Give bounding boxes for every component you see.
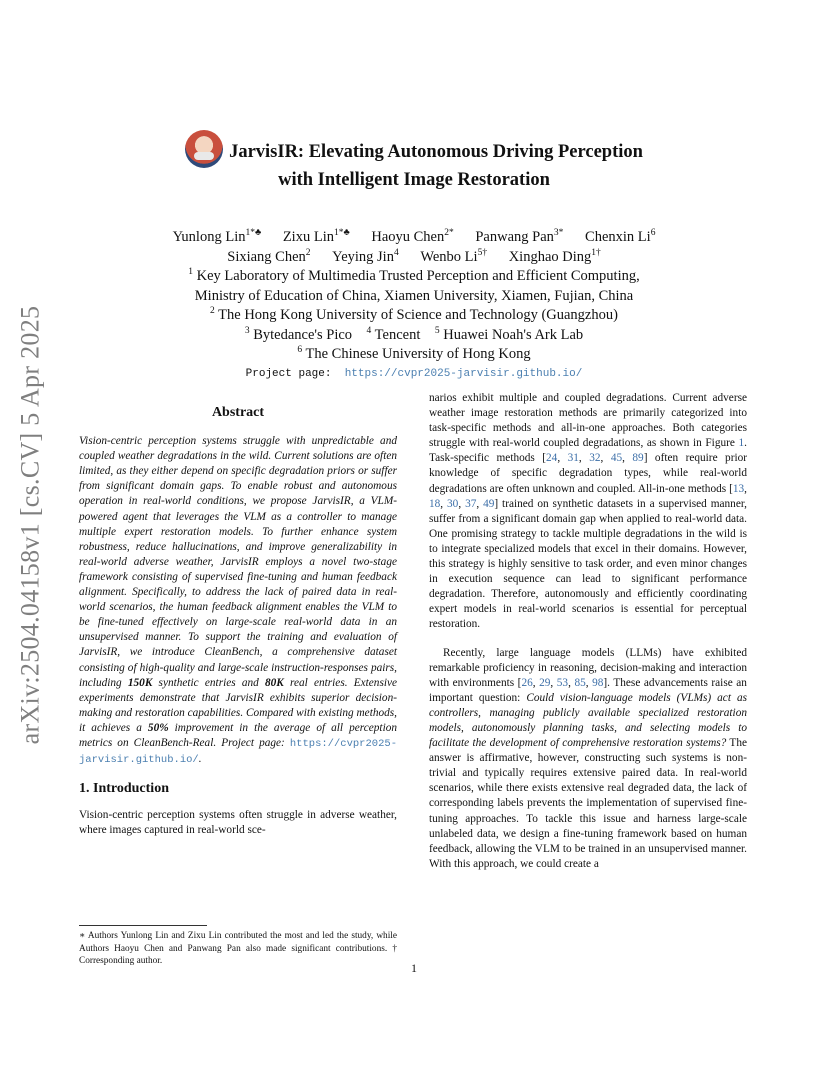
citation-link[interactable]: 53 [556,676,569,689]
citation-link[interactable]: 85 [574,676,586,689]
affiliation-3-5: $^3$ Bytedance's Pico $^4$ Tencent $^5$ Huawei Noah's Ark Lab [244,325,584,343]
paper-title-line-1: JarvisIR: Elevating Autonomous Driving Perception [229,142,643,162]
footnote-text: ∗ Authors Yunlong Lin and Zixu Lin contributed the most and led the study, while Authors Haoyu Chen and Panwang Pan also made significant contributions. † Corresponding author. [79,931,397,966]
author-row-1 [0,228,828,248]
author-name: Wenbo $Li^{5\dagger}$ [420,247,488,265]
abstract-project-link[interactable]: https://cvpr2025-jarvisir.github.io/ [79,737,397,767]
citation-link[interactable]: 98 [592,676,604,689]
abstract-text: Vision-centric perception systems struggle with unpredictable and coupled weather degradations in the wild. Current solutions are often limited, as they either depend on specific degradation priors or suffer from significant domain gaps. To enable robust and autonomous operation in real-world conditions, we propose JarvisIR, a VLM-powered agent that leverages the VLM as a controller to manage multiple expert restoration models. To further enhance system robustness, reduce hallucinations, and improve generalizability in real-world adverse weather, JarvisIR employs a novel two-stage framework consisting of supervised fine-tuning and human feedback alignment. Specifically, to address the lack of paired data in real-world scenarios, the human feedback alignment enables the VLM to be fine-tuned effectively on large-scale real-world data in an unsupervised manner. To support the training and evaluation of JarvisIR, we introduce CleanBench, a comprehensive dataset consisting of high-quality and large-scale instruction-responses pairs, including 150K synthetic entries and 80K real entries. Extensive experiments demonstrate that JarvisIR exhibits superior decision-making and restoration capabilities. Compared with existing methods, it achieves a 50% improvement in the average of all perception metrics on CleanBench-Real. Project page: https://cvpr2025-jarvisir.github.io/. [79,435,398,767]
intro-paragraph: Vision-centric perception systems often struggle in adverse weather, where images captured in real-world sce- [79,809,397,837]
citation-link[interactable]: 45 [610,452,623,465]
author-name: Chenxin Li$^6$ [585,228,656,245]
citation-link[interactable]: 13 [732,482,745,495]
title-row [0,136,828,168]
author-row-2 [0,248,828,268]
citation-link[interactable]: 49 [483,497,495,510]
citation-link[interactable]: 29 [539,676,551,689]
abstract-heading: Abstract [211,405,265,420]
author-block [0,228,828,384]
author-name: Panwang Pan$^{3*}$ [475,228,564,245]
project-page-label: Project page: [245,367,332,380]
citation-link[interactable]: 89 [632,452,644,465]
author-name: Yunlong Lin$^{1*♣}$ [172,228,262,245]
footnote-rule [79,925,207,926]
project-page-link[interactable]: https://cvpr2025-jarvisir.github.io/ [344,367,583,380]
right-column [429,391,747,872]
section-heading-introduction: 1. Introduction [79,781,169,797]
affiliation-1: $^1$ Key Laboratory of Multimedia Trusted Perception and Efficient Computing, [188,267,640,284]
arxiv-identifier: arXiv:2504.04158v1 [cs.CV] 5 Apr 2025 [15,305,44,744]
left-column [79,405,397,838]
affiliation-2: $^2$ The Hong Kong University of Science and Technology (Guangzhou) [210,306,618,323]
citation-link[interactable]: 37 [465,497,477,510]
paper-title-block [0,136,828,192]
citation-link[interactable]: 26 [521,676,533,689]
author-name: Haoyu Chen$^{2*}$ [371,228,454,245]
citation-link[interactable]: 18 [429,497,441,510]
figure-ref-link[interactable]: 1 [738,437,745,450]
citation-link[interactable]: 30 [447,497,459,510]
citation-link[interactable]: 31 [567,452,579,465]
affiliation-6: $^6$ The Chinese University of Hong Kong [297,345,531,362]
author-name: Zixu Lin$^{1*♣}$ [282,228,350,245]
author-name: Xinghao Ding$^{1\dagger}$ [508,247,601,265]
jarvis-logo-icon [185,130,223,168]
body-paragraph: narios exhibit multiple and coupled degradations. Current adverse weather image restoration methods are primarily categorized into task-specific methods and all-in-one approaches. Both categories struggle with real-world coupled degradations, as shown in Figure 1. Task-specific methods [24, 31, 32, 45, 89] often require prior knowledge of specific degradation types, while real-world degradations are often unknown and coupled. All-in-one methods [13, 18, 30, 37, 49] trained on synthetic datasets in a supervised manner, suffer from a significant domain gap when applied to real-world data. One promising strategy to tackle multiple degradations in the wild is to integrate specialized models that excel in their domains. However, this strategy is highly sensitive to task order, and even minor changes in execution sequence can lead to significant performance degradation. Therefore, autonomously and efficiently coordinating expert models in real-world scenarios is essential for perceptual restoration. [429,392,748,631]
affiliation-1-cont: Ministry of Education of China, Xiamen University, Xiamen, Fujian, China [194,287,634,304]
body-paragraph: Recently, large language models (LLMs) have exhibited remarkable proficiency in reasoning, decision-making and interaction with environments [26, 29, 53, 85, 98]. These advancements raise an important question: Could vision-language models (VLMs) act as controllers, managing publicly available specialized restoration models, autonomously planning tasks, and selecting models to facilitate the development of comprehensive restoration systems? The answer is affirmative, however, constructing such systems is non-trivial and typically requires extensive paired data. In real-world scenarios, while there exists extensive real degraded data, the lack of corresponding labels prevents the implementation of supervised fine-tuning approaches. To tackle this issue and harness large-scale unlabeled data, we design a fine-tuning framework based on human feedback, allowing the VLM to be trained in an unsupervised manner. With this approach, we could create a [429,646,747,870]
page-number: 1 [411,961,417,975]
author-name: Sixiang Chen$^2$ [227,247,311,265]
citation-link[interactable]: 32 [589,452,601,465]
author-name: Yeying Jin$^4$ [332,247,399,265]
citation-link[interactable]: 24 [546,452,558,465]
project-page-line [0,365,828,385]
paper-title-line-2: with Intelligent Image Restoration [278,170,550,190]
